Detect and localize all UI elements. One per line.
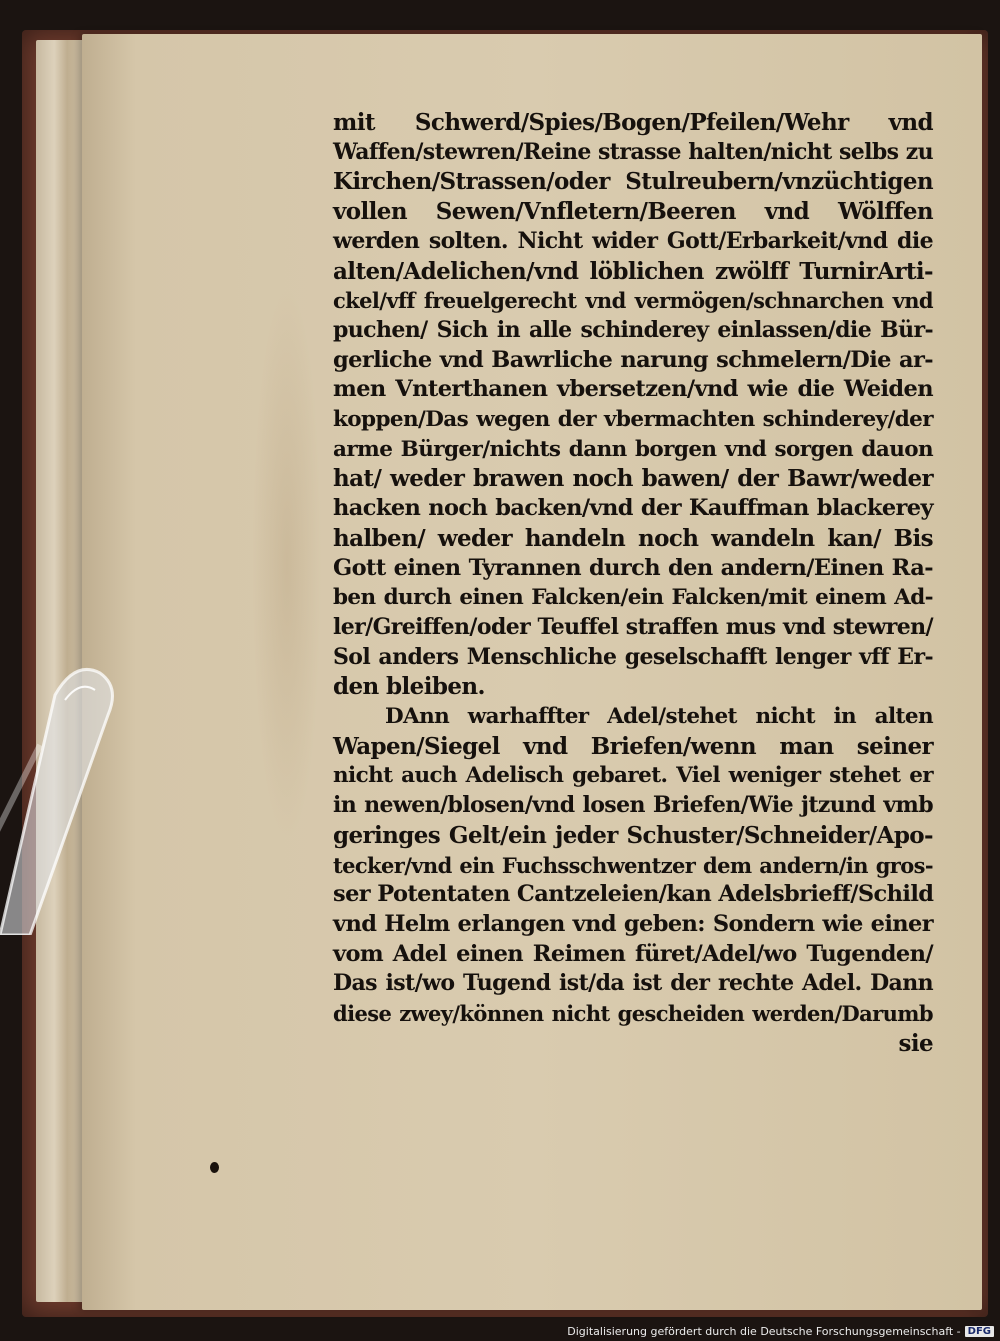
text-line: mit Schwerd/Spies/Bogen/Pfeilen/Wehr vnd xyxy=(333,109,933,136)
glass-page-holder xyxy=(0,655,150,935)
text-line: Wapen/Siegel vnd Briefen/wenn man seiner xyxy=(333,732,933,760)
dfg-logo: DFG xyxy=(965,1326,994,1337)
text-line: ckel/vff freuelgerecht vnd vermögen/schnarchen vnd xyxy=(333,288,933,314)
text-line: Gott einen Tyrannen durch den andern/Einen Ra- xyxy=(333,554,933,581)
text-line: Kirchen/Strassen/oder Stulreubern/vnzüchtigen xyxy=(333,168,933,196)
text-line: vnd Helm erlangen vnd geben: Sondern wie einer xyxy=(333,910,933,937)
text-line: gerliche vnd Bawrliche narung schmelern/Die ar- xyxy=(333,346,933,373)
text-line: vom Adel einen Reimen füret/Adel/wo Tugenden/ xyxy=(333,940,933,967)
text-line: ben durch einen Falcken/ein Falcken/mit einem Ad- xyxy=(333,585,933,611)
text-line: Waffen/stewren/Reine strasse halten/nicht selbs zu xyxy=(333,138,933,165)
text-line: diese zwey/können nicht gescheiden werden/Darumb xyxy=(333,1001,933,1027)
catchword: sie xyxy=(898,1029,933,1057)
credit-text: Digitalisierung gefördert durch die Deutsche Forschungsgemeinschaft - xyxy=(567,1325,961,1338)
ink-spot xyxy=(210,1162,219,1173)
page-stain xyxy=(252,284,322,844)
text-line: Das ist/wo Tugend ist/da ist der rechte Adel. Dann xyxy=(333,970,933,997)
text-line: geringes Gelt/ein jeder Schuster/Schneider/Apo- xyxy=(333,821,933,849)
text-line: alten/Adelichen/vnd löblichen zwölff TurnirArti- xyxy=(333,257,933,285)
text-line: werden solten. Nicht wider Gott/Erbarkeit/vnd die xyxy=(333,227,933,254)
text-line: halben/ weder handeln noch wandeln kan/ Bis xyxy=(333,524,933,552)
text-line: puchen/ Sich in alle schinderey einlassen/die Bür- xyxy=(333,316,933,343)
text-line: hat/ weder brawen noch bawen/ der Bawr/weder xyxy=(333,465,933,493)
text-line: ser Potentaten Cantzeleien/kan Adelsbrieff/Schild xyxy=(333,881,934,908)
text-line: nicht auch Adelisch gebaret. Viel weniger stehet er xyxy=(333,763,933,789)
text-line: tecker/vnd ein Fuchsschwentzer dem andern/in gros- xyxy=(333,852,933,878)
text-line: koppen/Das wegen der vbermachten schinderey/der xyxy=(333,407,933,433)
text-line: hacken noch backen/vnd der Kauffman blackerey xyxy=(333,495,933,522)
text-line: vollen Sewen/Vnfletern/Beeren vnd Wölffen xyxy=(333,198,933,226)
text-line: DAnn warhaffter Adel/stehet nicht in alten xyxy=(385,704,933,730)
text-line: in newen/blosen/vnd losen Briefen/Wie jtzund vmb xyxy=(333,792,933,819)
text-line: men Vnterthanen vbersetzen/vnd wie die Weiden xyxy=(333,376,933,403)
text-line: ler/Greiffen/oder Teuffel straffen mus vnd stewren/ xyxy=(333,613,933,640)
digitization-credit xyxy=(567,1325,994,1338)
text-line: arme Bürger/nichts dann borgen vnd sorgen dauon xyxy=(333,436,933,462)
text-line: Sol anders Menschliche geselschafft lenger vff Er- xyxy=(333,643,933,670)
text-line: den bleiben. xyxy=(333,673,485,701)
page-text xyxy=(333,108,933,1059)
